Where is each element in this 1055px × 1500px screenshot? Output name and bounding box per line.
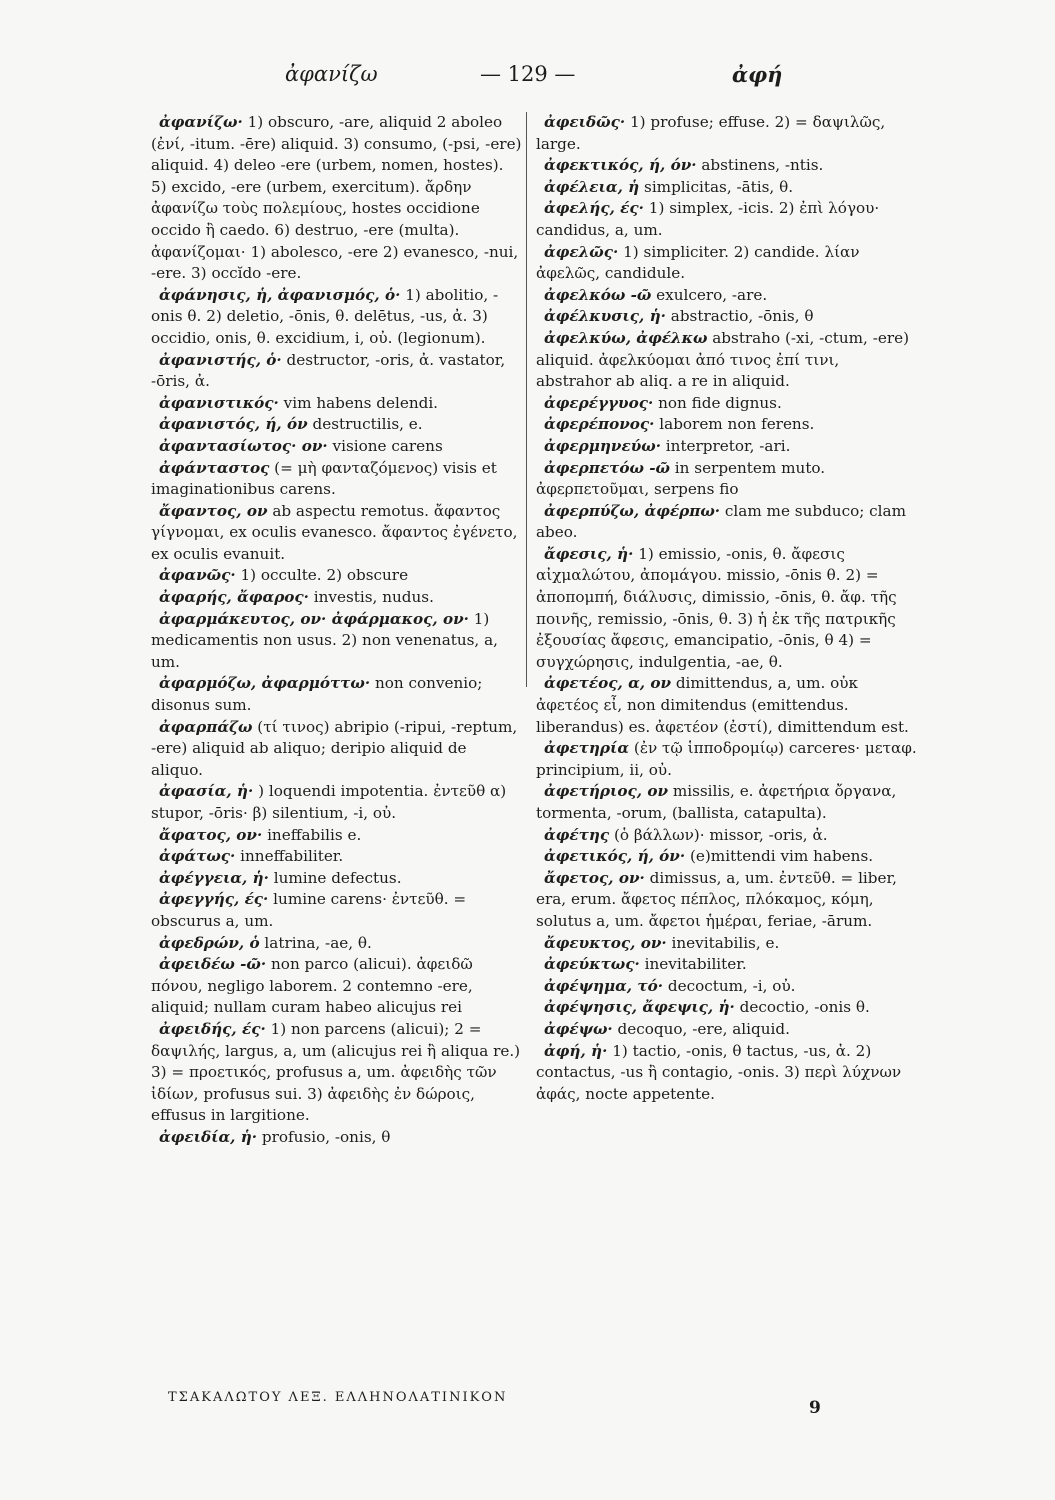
dictionary-entry: [536, 242, 918, 285]
entry-headword: ἀφαρμάκευτος, ον· ἀφάρμακος, ον·: [159, 609, 469, 628]
entry-headword: ἀφαρμόζω, ἀφαρμόττω·: [159, 674, 371, 693]
dictionary-entry: [536, 501, 918, 544]
dictionary-entry: [536, 738, 918, 781]
entry-definition: non convenio; disonus sum.: [151, 674, 483, 715]
entry-definition: destructilis, e.: [307, 415, 423, 434]
entry-headword: ἀφάνησις, ἡ, ἀφανισμός, ὁ·: [159, 285, 401, 304]
entry-definition: investis, nudus.: [308, 588, 434, 607]
entry-definition: (τί τινος) abripio (-ripui, -reptum, -ere) aliquid ab aliquo; deripio aliquid de aliquo.: [151, 717, 518, 779]
entry-headword: ἀφανιστός, ή, όν: [159, 415, 308, 434]
entry-definition: in serpentem muto. ἀφερπετοῦμαι, serpens fio: [536, 458, 826, 499]
entry-definition: non fide dignus.: [653, 393, 782, 412]
entry-headword: ἀφάνταστος: [159, 458, 270, 477]
entry-definition: ) loquendi impotentia. ἐντεῦθ α) stupor, -ōris· β) silentium, -i, οὐ.: [151, 782, 507, 822]
entry-headword: ἄφατος, ον·: [159, 825, 263, 844]
entry-headword: ἀφέλκυσις, ἡ·: [544, 307, 666, 326]
entry-headword: ἄφετος, ον·: [544, 868, 645, 887]
entry-headword: ἀφερπύζω, ἀφέρπω·: [544, 501, 721, 520]
entry-headword: ἄφαντος, ον: [159, 501, 268, 520]
entry-headword: ἀφερπετόω -ῶ: [544, 458, 670, 477]
entry-definition: visione carens: [327, 436, 443, 455]
dictionary-entry: [151, 825, 523, 847]
dictionary-entry: [151, 1127, 523, 1149]
dictionary-entry: [536, 436, 918, 458]
entry-definition: abstraho (-xi, -ctum, -ere) aliquid. ἀφελκύομαι ἀπό τινος ἐπί τινι, abstrahor ab aliq. a re in aliquid.: [536, 328, 909, 391]
header-right-word: ἀφή: [732, 62, 783, 87]
entry-headword: ἄφευκτος, ον·: [544, 933, 667, 952]
entry-headword: ἀφεδρών, ὁ: [159, 933, 260, 952]
dictionary-entry: [536, 673, 918, 738]
entry-definition: interpretor, -ari.: [660, 436, 791, 455]
entry-headword: ἀφέγγεια, ἡ·: [159, 868, 269, 887]
entry-headword: ἀφή, ἡ·: [544, 1041, 608, 1060]
dictionary-entry: [151, 350, 523, 393]
entry-headword: ἀφειδῶς·: [544, 113, 626, 131]
entry-headword: ἀφειδία, ἡ·: [159, 1127, 258, 1146]
entry-headword: ἀφέψησις, ἄφεψις, ἡ·: [544, 998, 735, 1017]
entry-headword: ἀφαρής, ἄφαρος·: [159, 588, 309, 607]
entry-definition: inevitabiliter.: [639, 955, 747, 974]
dictionary-entry: [536, 458, 918, 501]
entry-definition: inevitabilis, e.: [666, 933, 780, 952]
entry-definition: decoctio, -onis θ.: [734, 998, 870, 1017]
entry-definition: 1) simpliciter. 2) candide. λίαν ἀφελῶς, candidule.: [536, 242, 860, 283]
entry-definition: 1) emissio, -onis, θ. ἄφεσις αἰχμαλώτου, ἀπομάγου. missio, -ōnis θ. 2) = ἀποπομπή, διάλυσις, dimissio, -ōnis, θ. ἄφ. τῆς ποινῆς, remissio, -ōnis, θ. 3) ἡ ἐκ τῆς πατρικῆς ἐξουσίας ἄφεσις, emancipatio, -ōnis, θ 4) = συγχώρησις, indulgentia, -ae, θ.: [536, 544, 897, 671]
entry-definition: decoquo, -ere, aliquid.: [612, 1019, 790, 1038]
dictionary-entry: [151, 587, 523, 609]
entry-headword: ἀφανῶς·: [159, 566, 236, 585]
entry-definition: lumine defectus.: [268, 868, 402, 887]
dictionary-entry: [151, 501, 523, 566]
entry-definition: inneffabiliter.: [235, 847, 344, 866]
entry-headword: ἀφασία, ἡ·: [159, 782, 254, 801]
left-column: [151, 112, 523, 1149]
dictionary-entry: [151, 673, 523, 716]
entry-headword: ἀφερέπονος·: [544, 415, 655, 434]
entry-definition: abstinens, -ntis.: [696, 156, 824, 175]
entry-definition: destructor, -oris, ἀ. vastator, -ōris, ἀ.: [151, 350, 506, 391]
dictionary-entry: [536, 846, 918, 868]
dictionary-entry: [151, 436, 523, 458]
entry-definition: 1) tactio, -onis, θ tactus, -us, ἀ. 2) contactus, -us ἢ contagio, -onis. 3) περὶ λύχνων ἀφάς, nocte appetente.: [536, 1041, 902, 1103]
dictionary-entry: [536, 177, 918, 199]
dictionary-entry: [151, 717, 523, 782]
entry-headword: ἀφετήριος, ον: [544, 782, 668, 801]
entry-definition: 1) non parcens (alicui); 2 = δαψιλής, largus, a, um (alicujus rei ἢ aliqua re.) 3) = προετικός, profusus a, um. ἀφειδὴς τῶν ἰδίων, profusus sui. 3) ἀφειδὴς ἐν δώροις, effusus in largitione.: [151, 1019, 521, 1125]
entry-definition: decoctum, -i, οὐ.: [663, 976, 796, 995]
dictionary-entry: [536, 997, 918, 1019]
dictionary-entry: [536, 393, 918, 415]
entry-headword: ἀφανιστής, ὁ·: [159, 350, 282, 369]
entry-headword: ἀφεκτικός, ή, όν·: [544, 156, 697, 175]
entry-definition: 1) occulte. 2) obscure: [235, 566, 409, 585]
dictionary-entry: [151, 112, 523, 285]
entry-definition: (ἐν τῷ ἱπποδρομίῳ) carceres· μεταφ. principium, ii, οὐ.: [536, 739, 917, 779]
entry-definition: (ὁ βάλλων)· missor, -oris, ἀ.: [609, 825, 828, 844]
entry-definition: non parco (alicui). ἀφειδῶ πόνου, negligo laborem. 2 contemno -ere, aliquid; nullam curam habeo alicujus rei: [151, 955, 473, 1017]
entry-headword: ἄφεσις, ἡ·: [544, 544, 634, 563]
entry-definition: laborem non ferens.: [654, 415, 815, 434]
entry-headword: ἀφερμηνεύω·: [544, 436, 661, 455]
page-number: — 129 —: [480, 62, 576, 86]
entry-headword: ἀφεύκτως·: [544, 955, 640, 974]
dictionary-entry: [151, 1019, 523, 1127]
dictionary-entry: [151, 933, 523, 955]
entry-definition: ineffabilis e.: [262, 825, 362, 844]
dictionary-entry: [536, 544, 918, 674]
entry-definition: lumine carens· ἐντεῦθ. = obscurus a, um.: [151, 890, 467, 930]
right-column: [536, 112, 918, 1105]
entry-definition: dimittendus, a, um. οὐκ ἀφετέος εἶ, non dimitendus (emittendus. liberandus) es. ἀφετέον (ἐστί), dimittendum est.: [536, 674, 909, 736]
entry-headword: ἀφετηρία: [544, 739, 630, 758]
signature-mark: 9: [809, 1398, 821, 1418]
dictionary-entry: [151, 414, 523, 436]
entry-definition: 1) obscuro, -are, aliquid 2 aboleo (ἐνί, -itum. -ēre) aliquid. 3) consumo, (-psi, -ere) aliquid. 4) deleo -ere (urbem, nomen, hostes). 5) excido, -ere (urbem, exercitum). ἄρδην ἀφανίζω τοὺς πολεμίους, hostes occidione occido ἢ caedo. 6) destruo, -ere (multa). ἀφανίζομαι· 1) abolesco, -ere 2) evanesco, -nui, -ere. 3) occĭdo -ere.: [151, 113, 522, 283]
dictionary-entry: [151, 954, 523, 1019]
dictionary-entry: [151, 458, 523, 501]
dictionary-entry: [151, 846, 523, 868]
entry-definition: simplicitas, -ātis, θ.: [639, 177, 794, 196]
column-divider: [526, 112, 527, 687]
entry-headword: ἀφερέγγυος·: [544, 393, 654, 412]
dictionary-entry: [536, 954, 918, 976]
entry-headword: ἀφέλεια, ἡ: [544, 177, 640, 196]
dictionary-entry: [151, 393, 523, 415]
entry-definition: 1) simplex, -icis. 2) ἐπὶ λόγου· candidus, a, um.: [536, 199, 880, 239]
dictionary-entry: [536, 285, 918, 307]
entry-definition: vim habens delendi.: [278, 393, 439, 412]
entry-headword: ἀφαρπάζω: [159, 717, 253, 736]
dictionary-entry: [151, 565, 523, 587]
dictionary-entry: [151, 285, 523, 350]
dictionary-entry: [536, 198, 918, 241]
entry-headword: ἀφελής, ές·: [544, 199, 644, 218]
entry-definition: ab aspectu remotus. ἄφαντος γίγνομαι, ex oculis evanesco. ἄφαντος ἐγένετο, ex oculis evanuit.: [151, 501, 518, 563]
dictionary-entry: [536, 1019, 918, 1041]
entry-headword: ἀφάτως·: [159, 847, 236, 866]
entry-definition: exulcero, -are.: [651, 285, 768, 304]
entry-definition: (e)mittendi vim habens.: [685, 847, 874, 866]
entry-headword: ἀφανίζω·: [159, 113, 243, 131]
entry-definition: dimissus, a, um. ἐντεῦθ. = liber, era, erum. ἄφετος πέπλος, πλόκαμος, κόμη, solutus a, um. ἄφετοι ἡμέραι, feriae, -ārum.: [536, 868, 897, 930]
footer-publisher: ΤΣΑΚΑΛΩΤΟΥ ΛΕΞ. ΕΛΛΗΝΟΛΑΤΙΝΙΚΟΝ: [168, 1390, 508, 1405]
entry-headword: ἀφελκύω, ἀφέλκω: [544, 328, 708, 347]
dictionary-entry: [536, 112, 918, 155]
dictionary-entry: [536, 306, 918, 328]
entry-headword: ἀφειδής, ές·: [159, 1019, 266, 1038]
dictionary-entry: [536, 414, 918, 436]
dictionary-entry: [536, 155, 918, 177]
dictionary-entry: [536, 781, 918, 824]
entry-definition: 1) medicamentis non usus. 2) non venenatus, a, um.: [151, 609, 498, 671]
entry-definition: 1) abolitio, -onis θ. 2) deletio, -ōnis, θ. delētus, -us, ἀ. 3) occidio, onis, θ. excidium, i, οὐ. (legionum).: [151, 285, 499, 347]
entry-definition: clam me subduco; clam abeo.: [536, 501, 906, 542]
entry-definition: 1) profuse; effuse. 2) = δαψιλῶς, large.: [536, 113, 886, 153]
dictionary-entry: [536, 976, 918, 998]
entry-definition: profusio, -onis, θ: [257, 1127, 391, 1146]
entry-headword: ἀφέτης: [544, 825, 610, 844]
dictionary-entry: [151, 781, 523, 824]
entry-headword: ἀφαντασίωτος· ον·: [159, 436, 328, 455]
entry-definition: (= μὴ φανταζόμενος) visis et imaginationibus carens.: [151, 458, 497, 499]
entry-headword: ἀφανιστικός·: [159, 393, 279, 412]
dictionary-entry: [536, 933, 918, 955]
dictionary-entry: [536, 1041, 918, 1106]
entry-headword: ἀφετέος, α, ον: [544, 674, 671, 693]
dictionary-entry: [536, 868, 918, 933]
entry-headword: ἀφέψημα, τό·: [544, 976, 664, 995]
dictionary-entry: [151, 609, 523, 674]
entry-definition: latrina, -ae, θ.: [259, 933, 372, 952]
header-left-word: ἀφανίζω: [285, 62, 378, 86]
entry-headword: ἀφειδέω -ῶ·: [159, 955, 267, 974]
entry-headword: ἀφέψω·: [544, 1019, 613, 1038]
entry-definition: missilis, e. ἀφετήρια ὄργανα, tormenta, -orum, (ballista, catapulta).: [536, 782, 897, 822]
entry-headword: ἀφελῶς·: [544, 242, 619, 261]
entry-headword: ἀφετικός, ή, όν·: [544, 847, 686, 866]
entry-headword: ἀφελκόω -ῶ: [544, 285, 652, 304]
entry-headword: ἀφεγγής, ές·: [159, 890, 269, 909]
dictionary-entry: [536, 825, 918, 847]
dictionary-entry: [536, 328, 918, 393]
entry-definition: abstractio, -ōnis, θ: [665, 307, 814, 326]
dictionary-entry: [151, 868, 523, 890]
running-header: [150, 62, 970, 98]
dictionary-entry: [151, 889, 523, 932]
